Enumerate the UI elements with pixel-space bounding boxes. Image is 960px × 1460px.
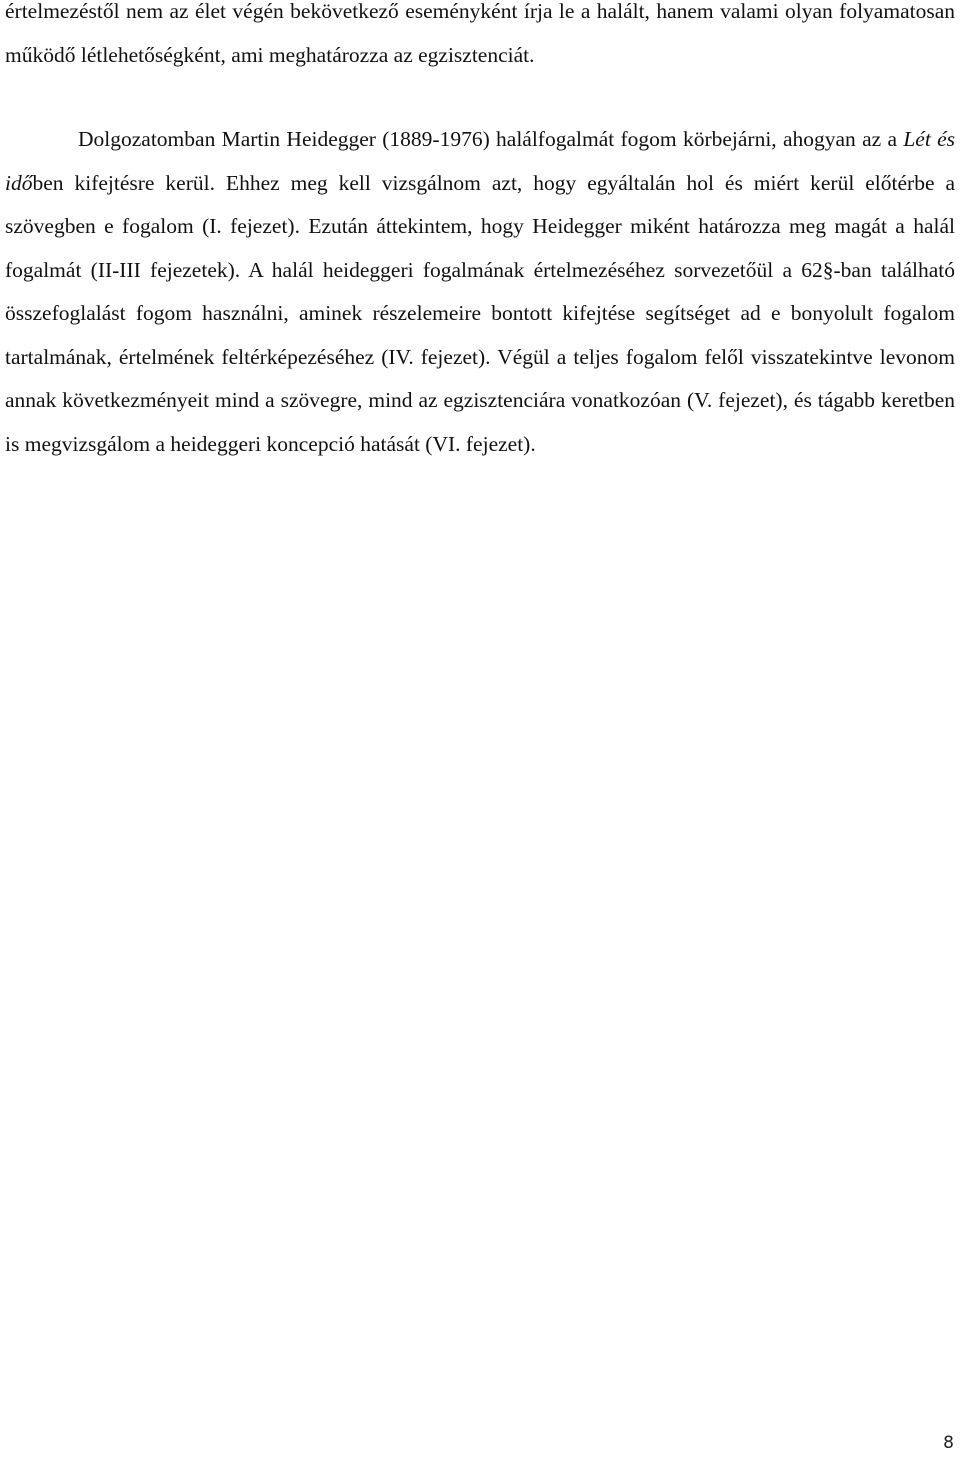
paragraph-1-text: értelmezéstől nem az élet végén bekövetkező eseményként írja le a halált, hanem valami olyan folyamatosan működő létlehetőségként, ami meghatározza az egzisztenciát. bbox=[5, 0, 955, 67]
book-title-italic: Lét és idő bbox=[5, 127, 955, 195]
paragraph-introduction bbox=[5, 118, 955, 466]
paragraph-continuation bbox=[5, 0, 955, 77]
paragraph-2-part-2: ben kifejtésre kerül. Ehhez meg kell vizsgálnom azt, hogy egyáltalán hol és miért kerül előtérbe a szövegben e fogalom (I. fejezet). Ezután áttekintem, hogy Heidegger miként határozza meg magát a halál fogalmát (II-III fejezetek). A halál heideggeri fogalmának értelmezéséhez sorvezetőül a 62§-ban található összefoglalást fogom használni, aminek részelemeire bontott kifejtése segítséget ad e bonyolult fogalom tartalmának, értelmének feltérképezéséhez (IV. fejezet). Végül a teljes fogalom felől visszatekintve levonom annak következményeit mind a szövegre, mind az egzisztenciára vonatkozóan (V. fejezet), és tágabb keretben is megvizsgálom a heideggeri koncepció hatását (VI. fejezet). bbox=[5, 170, 955, 456]
page-number: 8 bbox=[943, 1433, 954, 1453]
paragraph-2-part-1: Dolgozatomban Martin Heidegger (1889-1976) halálfogalmát fogom körbejárni, ahogyan az a bbox=[78, 127, 904, 151]
